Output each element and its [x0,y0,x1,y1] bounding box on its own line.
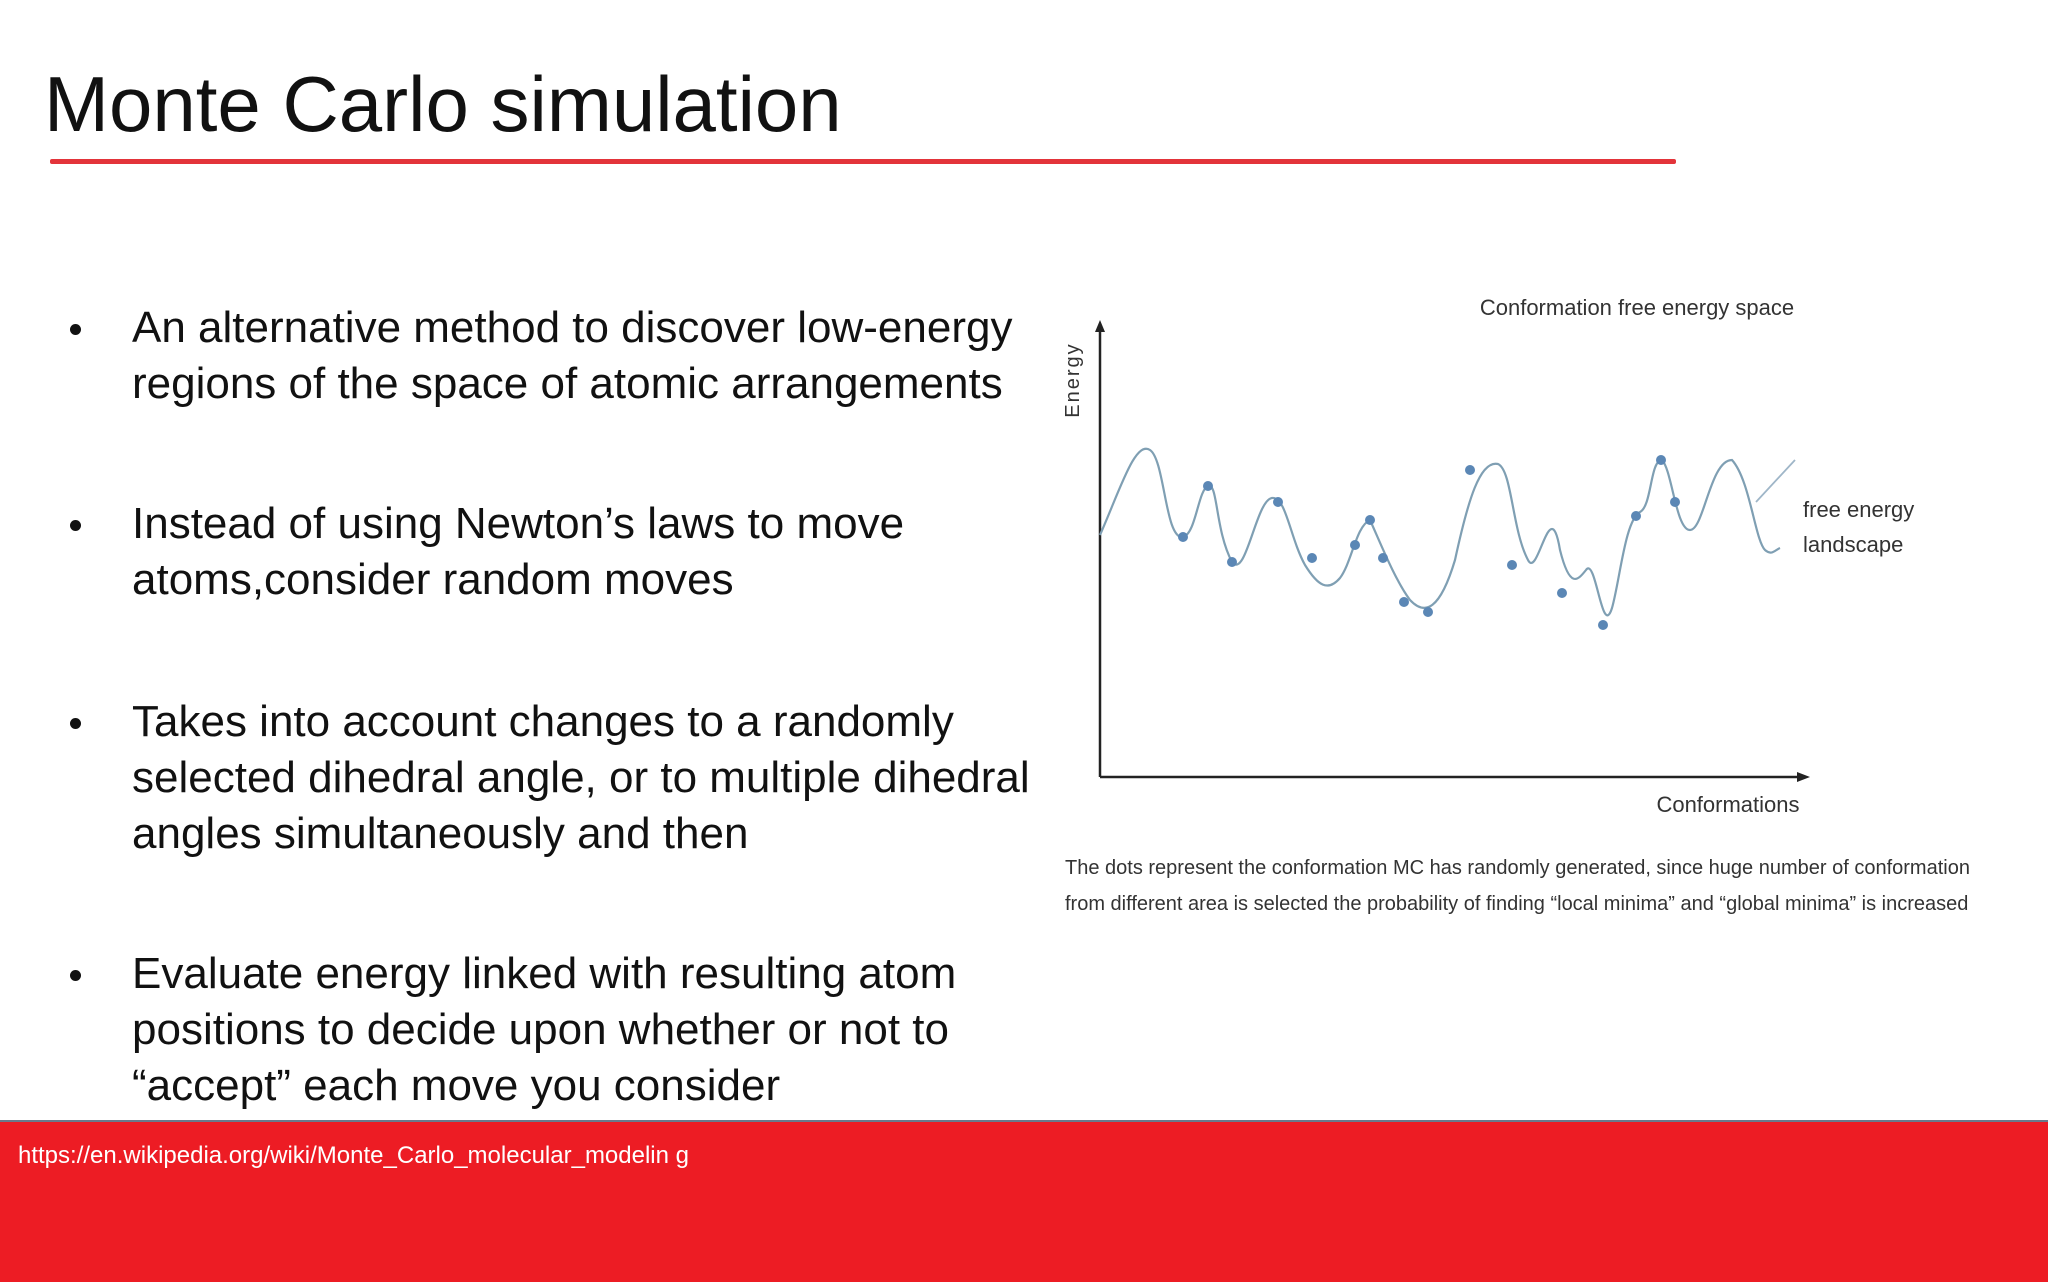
figure-caption-line-1: The dots represent the conformation MC has randomly generated, since huge number of conformation [1065,857,1970,879]
bullet-dot-icon [70,520,81,531]
slide-title: Monte Carlo simulation [44,60,842,148]
conformation-dot [1273,497,1283,507]
bullet-dot-icon [70,718,81,729]
conformation-dot [1598,620,1608,630]
curve-label: free energy landscape [1803,497,1915,557]
conformation-dot [1178,532,1188,542]
energy-landscape-illustration [1050,280,1970,940]
bullet-text: Takes into account changes to a randomly selected dihedral angle, or to multiple dihedral angles simultaneously and then [132,697,1030,858]
x-axis-label: Conformations [1656,792,1800,817]
conformation-dot [1203,481,1213,491]
conformation-dot [1465,465,1475,475]
conformation-dot [1670,497,1680,507]
conformation-dot [1507,560,1517,570]
conformation-dot [1365,515,1375,525]
source-link[interactable]: https://en.wikipedia.org/wiki/Monte_Carlo_molecular_modelin g [18,1142,690,1169]
conformation-dot [1557,588,1567,598]
free-energy-curve [1100,449,1780,616]
y-axis-arrow-icon [1095,320,1105,332]
conformation-dot [1631,511,1641,521]
figure-caption-line-2: from different area is selected the probability of finding “local minima” and “global minima” is increased [1065,893,1969,915]
conformation-dot [1656,455,1666,465]
energy-landscape-figure [1050,280,1970,940]
bullet-dot-icon [70,970,81,981]
x-axis-arrow-icon [1797,772,1810,782]
bullet-text: An alternative method to discover low-energy regions of the space of atomic arrangements [132,303,1013,408]
conformation-dot [1307,553,1317,563]
conformation-dot [1399,597,1409,607]
conformation-dot [1227,557,1237,567]
bullet-dot-icon [70,324,81,335]
bullet-text: Evaluate energy linked with resulting atom positions to decide upon whether or not to “accept” each move you consider [132,949,957,1110]
conformation-dot [1423,607,1433,617]
title-underline [50,159,1676,164]
conformation-dot [1378,553,1388,563]
conformation-dot [1350,540,1360,550]
footer-bar [0,1120,2048,1282]
sampled-conformation-dots [1178,455,1680,630]
figure-title: Conformation free energy space [1479,295,1795,320]
y-axis-label: Energy [1062,342,1084,418]
bullet-text: Instead of using Newton’s laws to move atoms,consider random moves [132,499,905,604]
curve-pointer [1756,460,1795,502]
